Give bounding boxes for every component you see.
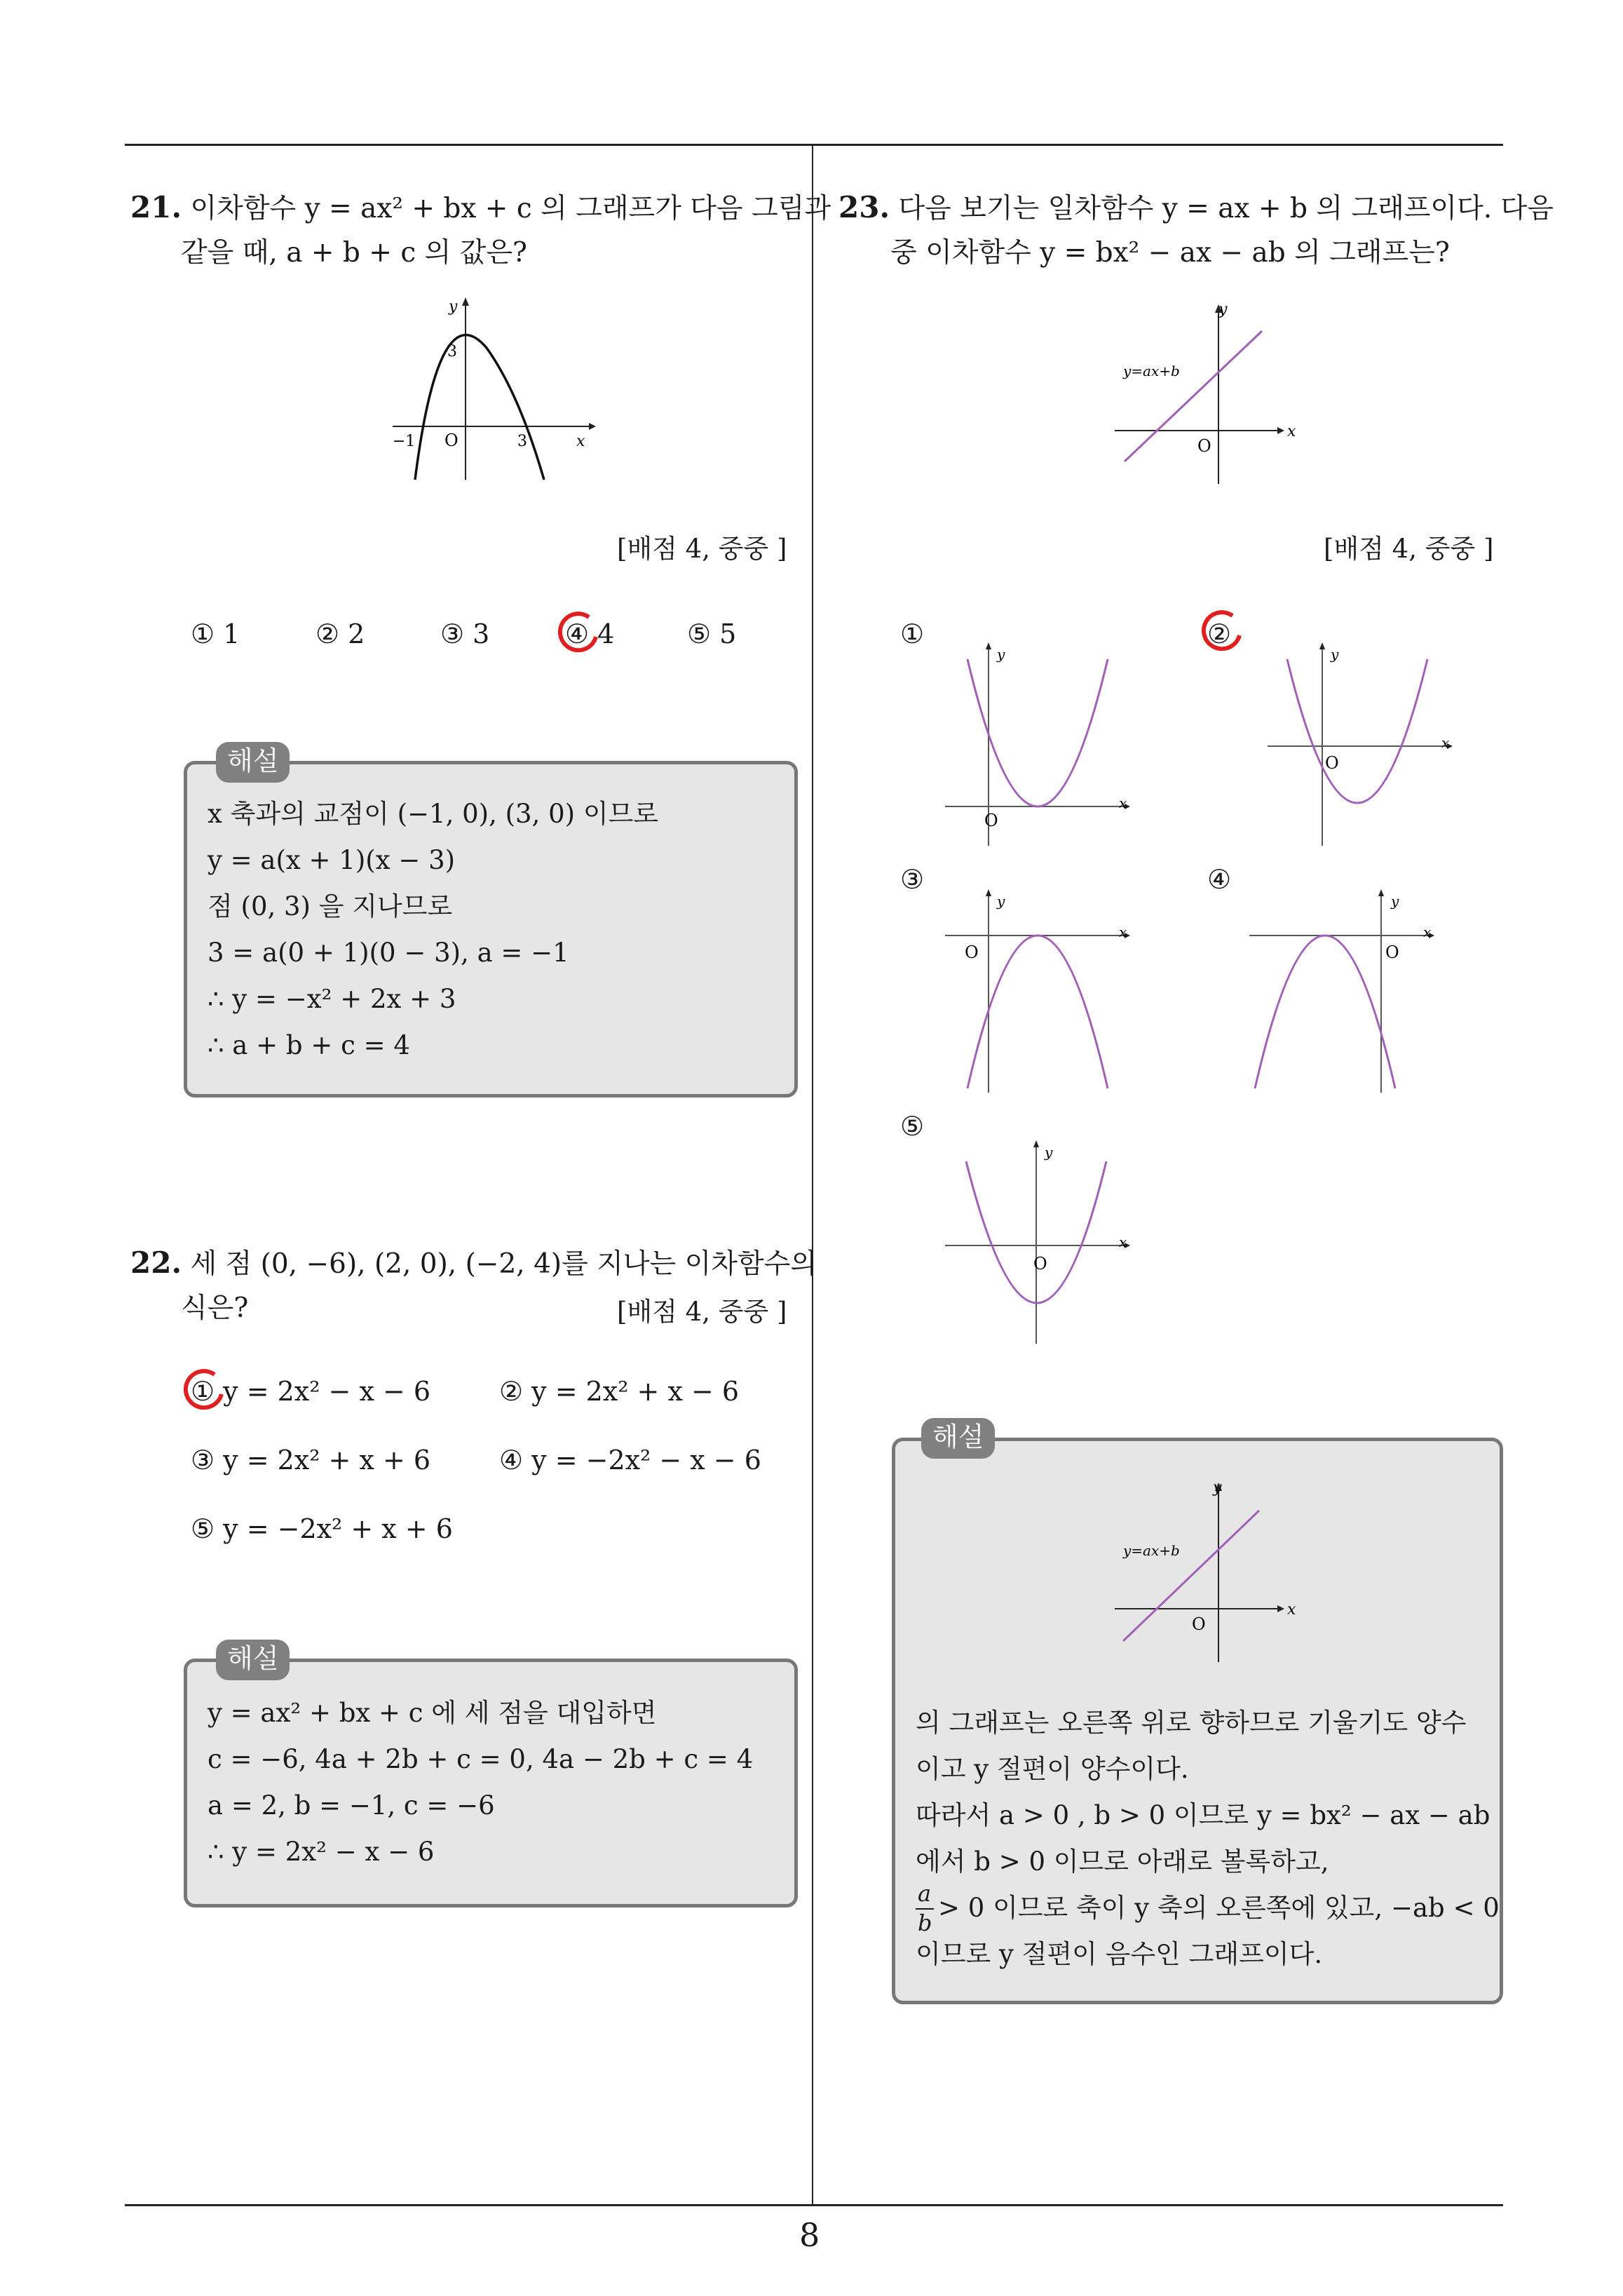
- q23-solution-text: [916, 1700, 1500, 1978]
- q22-choice-2[interactable]: ② y = 2x² + x − 6: [499, 1376, 740, 1407]
- q23-sol-line-2: 이고 y 절편이 양수이다.: [916, 1754, 1189, 1784]
- q23-c2-y: y: [1331, 646, 1339, 663]
- q22-line1: 세 점 (0, −6), (2, 0), (−2, 4)를 지나는 이차함수의: [190, 1248, 817, 1280]
- q23-sol-origin: O: [1192, 1614, 1206, 1634]
- q23-ex-line-label: y=ax+b: [1123, 363, 1180, 379]
- q23-ex-origin: O: [1197, 436, 1211, 456]
- q22-choice-3[interactable]: ③ y = 2x² + x + 6: [191, 1445, 431, 1475]
- q23-question: [838, 186, 1554, 231]
- q23-solution-tag: 해설: [921, 1418, 995, 1459]
- q21-y-label: y: [449, 298, 458, 316]
- q23-ex-x-label: x: [1287, 423, 1296, 440]
- q21-choice-5[interactable]: ⑤ 5: [687, 619, 737, 649]
- q22-sol-line-3: a = 2, b = −1, c = −6: [208, 1790, 495, 1821]
- q23-ex-y-label: y: [1218, 302, 1228, 318]
- q23-line2: 중 이차함수 y = bx² − ax − ab 의 그래프는?: [890, 237, 1450, 269]
- q21-question: [130, 186, 831, 231]
- bottom-rule: [125, 2204, 1503, 2206]
- q23-sol-x-label: x: [1287, 1601, 1296, 1619]
- q21-score: [배점 4, 중중 ]: [617, 534, 787, 564]
- q23-c1-x: x: [1119, 795, 1127, 811]
- q23-number: 23.: [838, 190, 890, 224]
- top-rule: [125, 144, 1503, 146]
- q23-sol-line-3: 따라서 a > 0 , b > 0 이므로 y = bx² − ax − ab: [916, 1800, 1490, 1830]
- q22-answer-mark-icon: [179, 1366, 229, 1415]
- q21-choice-1[interactable]: ① 1: [191, 619, 240, 649]
- q23-c1-y: y: [997, 646, 1005, 663]
- q23-c4-x: x: [1423, 924, 1432, 940]
- q21-choice-2[interactable]: ② 2: [315, 619, 365, 649]
- q23-choice-4-label[interactable]: ④: [1207, 864, 1232, 895]
- q23-c1-origin: O: [984, 811, 998, 830]
- q23-solution-graph: [1115, 1480, 1297, 1662]
- q21-solution-text: [208, 791, 658, 1069]
- q23-sol-line-6: 이므로 y 절편이 음수인 그래프이다.: [916, 1939, 1323, 1969]
- q23-c5-y: y: [1045, 1144, 1053, 1161]
- q23-c3-origin: O: [965, 943, 979, 962]
- q23-sol-line-1: 의 그래프는 오른쪽 위로 향하므로 기울기도 양수: [916, 1708, 1467, 1738]
- q22-sol-line-1: y = ax² + bx + c 에 세 점을 대입하면: [208, 1698, 657, 1728]
- column-divider: [812, 144, 813, 2206]
- q23-c5-x: x: [1119, 1234, 1127, 1250]
- q23-sol-line-5-row: [916, 1880, 1500, 1936]
- q23-choice-3-label[interactable]: ③: [900, 864, 925, 895]
- q23-score: [배점 4, 중중 ]: [1324, 534, 1494, 564]
- q21-answer-mark-icon: [554, 609, 603, 658]
- q21-tick-3x: 3: [517, 433, 527, 450]
- q22-number: 22.: [130, 1245, 182, 1280]
- q23-c5-origin: O: [1033, 1254, 1047, 1274]
- q22-solution-text: [208, 1690, 753, 1875]
- q23-sol-line-5: > 0 이므로 축이 y 축의 오른쪽에 있고, −ab < 0: [938, 1893, 1500, 1923]
- q22-question: [130, 1241, 817, 1286]
- q21-line2: 같을 때, a + b + c 의 값은?: [181, 237, 527, 269]
- q21-solution-tag: 해설: [216, 742, 290, 783]
- q23-choice-2-label[interactable]: ②: [1207, 619, 1232, 649]
- q22-choice-5[interactable]: ⑤ y = −2x² + x + 6: [191, 1513, 453, 1544]
- q22-sol-line-2: c = −6, 4a + 2b + c = 0, 4a − 2b + c = 4: [208, 1744, 754, 1774]
- q23-choice-1-graph[interactable]: [939, 638, 1143, 849]
- q21-sol-line-2: y = a(x + 1)(x − 3): [208, 845, 456, 875]
- q21-sol-line-5: ∴ y = −x² + 2x + 3: [208, 984, 456, 1014]
- q21-graph: [386, 295, 596, 484]
- q21-line1: 이차함수 y = ax² + bx + c 의 그래프가 다음 그림과: [190, 193, 831, 224]
- q21-sol-line-6: ∴ a + b + c = 4: [208, 1030, 410, 1060]
- q21-choice-3[interactable]: ③ 3: [440, 619, 490, 649]
- q23-frac-num: a: [918, 1880, 932, 1907]
- q23-choice-1-label[interactable]: ①: [900, 619, 925, 649]
- q21-tick-neg1: −1: [393, 433, 416, 450]
- q23-choice-4-graph[interactable]: [1244, 885, 1454, 1095]
- q23-line1: 다음 보기는 일차함수 y = ax + b 의 그래프이다. 다음: [898, 193, 1554, 224]
- q21-tick-3y: 3: [447, 343, 457, 360]
- page-number: 8: [799, 2216, 820, 2254]
- q23-fraction: [916, 1880, 934, 1936]
- q23-choice-2-graph[interactable]: [1262, 638, 1465, 849]
- q21-origin: O: [444, 431, 459, 450]
- q23-choice-3-graph[interactable]: [939, 885, 1143, 1095]
- q21-sol-line-1: x 축과의 교점이 (−1, 0), (3, 0) 이므로: [208, 799, 659, 829]
- q22-choice-4[interactable]: ④ y = −2x² − x − 6: [499, 1445, 761, 1475]
- q21-number: 21.: [130, 190, 182, 224]
- q22-choice-1[interactable]: ① y = 2x² − x − 6: [191, 1376, 431, 1407]
- q23-sol-y-label: y: [1213, 1480, 1222, 1497]
- q22-line2: 식은?: [181, 1292, 249, 1324]
- q23-choice-5-label[interactable]: ⑤: [900, 1111, 925, 1142]
- q23-c2-x: x: [1441, 734, 1450, 751]
- q23-c3-y: y: [997, 893, 1005, 910]
- q23-choice-5-graph[interactable]: [939, 1136, 1143, 1346]
- q23-c4-origin: O: [1385, 943, 1399, 962]
- q23-c3-x: x: [1119, 924, 1127, 940]
- q21-sol-line-4: 3 = a(0 + 1)(0 − 3), a = −1: [208, 938, 569, 968]
- q22-sol-line-4: ∴ y = 2x² − x − 6: [208, 1837, 435, 1867]
- q23-c2-origin: O: [1325, 753, 1339, 773]
- q21-x-label: x: [576, 433, 585, 450]
- q21-choice-4[interactable]: ④ 4: [565, 619, 615, 649]
- q22-score: [배점 4, 중중 ]: [617, 1297, 787, 1327]
- q23-sol-line-label: y=ax+b: [1123, 1542, 1180, 1559]
- q22-solution-tag: 해설: [216, 1640, 290, 1680]
- q23-answer-mark-icon: [1197, 607, 1247, 656]
- q23-example-graph: [1115, 302, 1297, 484]
- q23-c4-y: y: [1391, 893, 1399, 910]
- q23-sol-line-4: 에서 b > 0 이므로 아래로 볼록하고,: [916, 1846, 1329, 1877]
- q21-sol-line-3: 점 (0, 3) 을 지나므로: [208, 891, 453, 921]
- q23-frac-den: b: [918, 1910, 932, 1936]
